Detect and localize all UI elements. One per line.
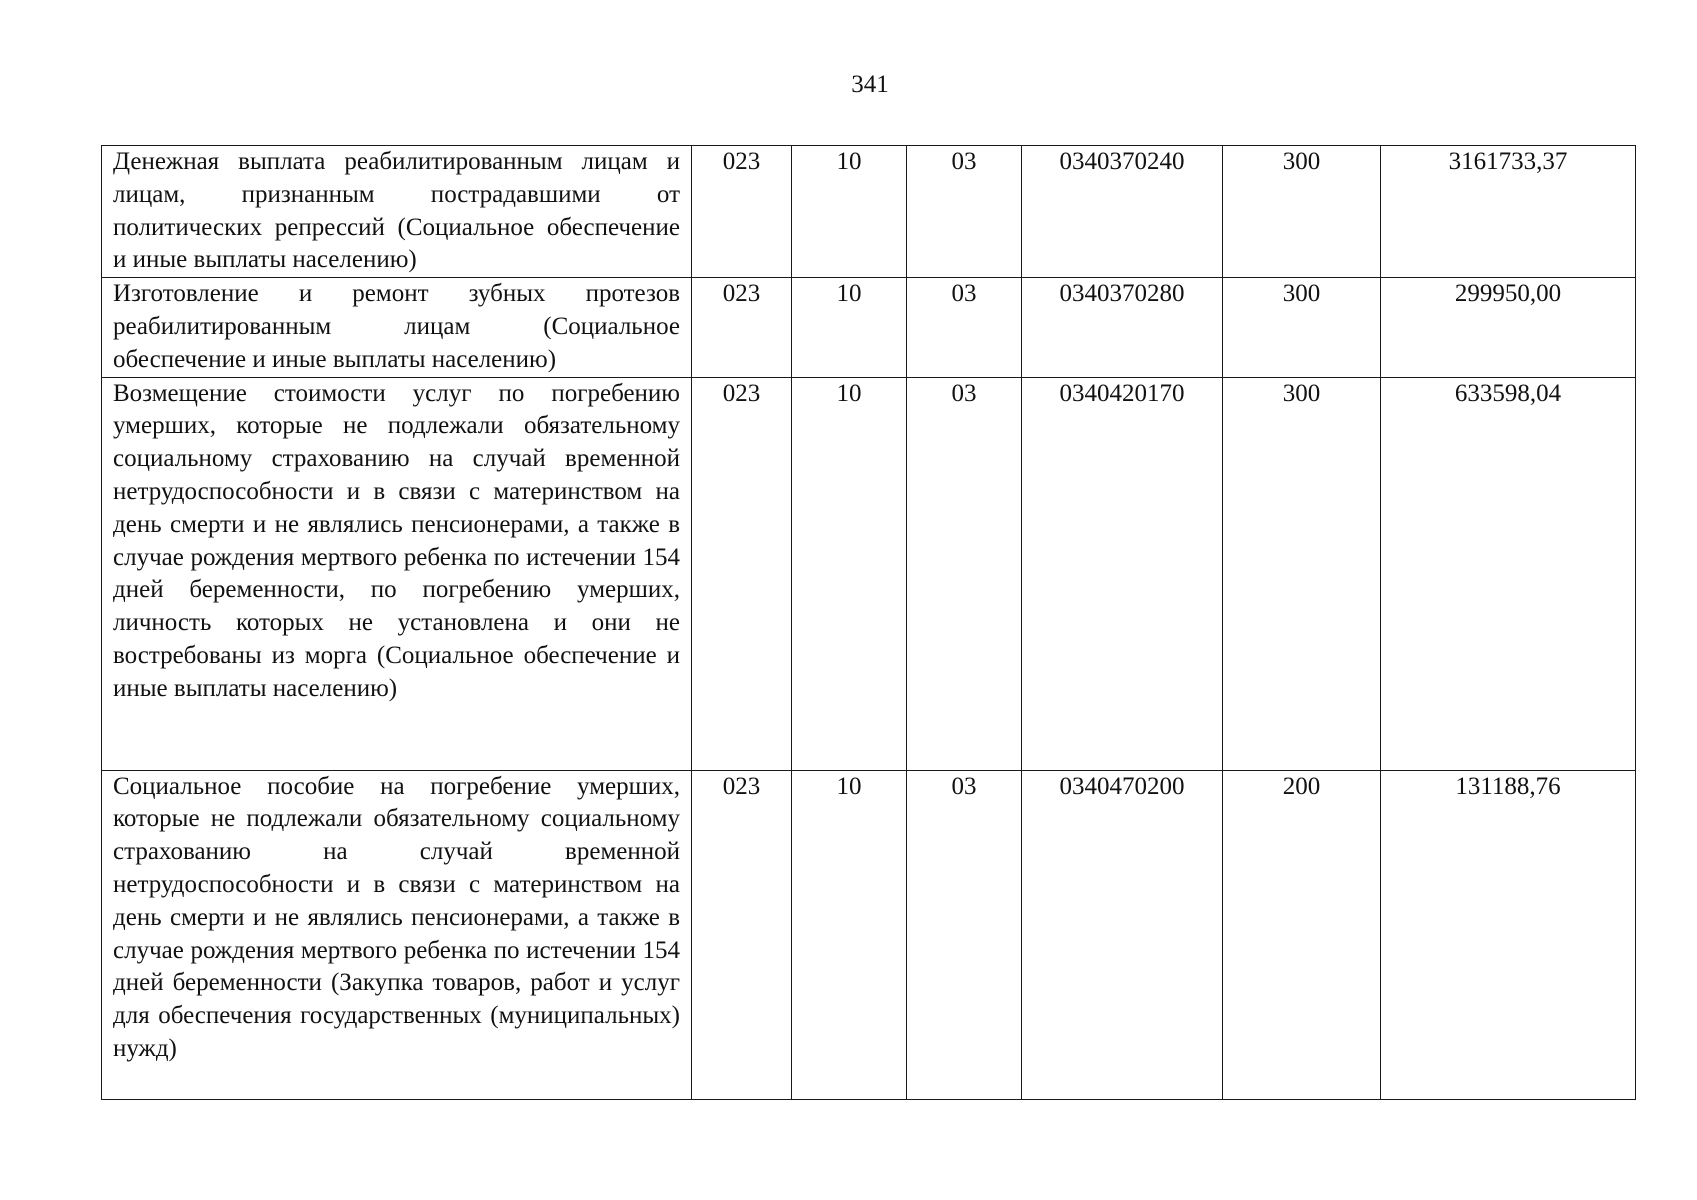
section-code: 10 (792, 377, 907, 770)
amount-cell: 3161733,37 (1381, 146, 1636, 278)
expense-description: Изготовление и ремонт зубных протезов реабилитированным лицам (Социальное обеспечение и иные выплаты населению) (102, 278, 692, 377)
budget-table (101, 145, 1636, 1100)
table-row (102, 770, 1636, 1099)
amount-cell: 299950,00 (1381, 278, 1636, 377)
expense-type-code: 200 (1223, 770, 1381, 1099)
table-row (102, 146, 1636, 278)
expense-description: Социальное пособие на погребение умерших, которые не подлежали обязательному социальному страхованию на случай временной нетрудоспособности и в связи с материнством на день смерти и не являлись пенсионерами, а также в случае рождения мертвого ребенка по истечении 154 дней беременности (Закупка товаров, работ и услуг для обеспечения государственных (муниципальных) нужд) (102, 770, 692, 1099)
target-item-code: 0340370280 (1022, 278, 1223, 377)
ministry-code: 023 (692, 770, 792, 1099)
expense-description: Денежная выплата реабилитированным лицам и лицам, признанным пострадавшими от политических репрессий (Социальное обеспечение и иные выплаты населению) (102, 146, 692, 278)
table-row (102, 278, 1636, 377)
target-item-code: 0340470200 (1022, 770, 1223, 1099)
expense-description: Возмещение стоимости услуг по погребению умерших, которые не подлежали обязательному социальному страхованию на случай временной нетрудоспособности и в связи с материнством на день смерти и не являлись пенсионерами, а также в случае рождения мертвого ребенка по истечении 154 дней беременности, по погребению умерших, личность которых не установлена и они не востребованы из морга (Социальное обеспечение и иные выплаты населению) (102, 377, 692, 770)
subsection-code: 03 (907, 770, 1022, 1099)
amount-cell: 633598,04 (1381, 377, 1636, 770)
subsection-code: 03 (907, 377, 1022, 770)
target-item-code: 0340370240 (1022, 146, 1223, 278)
ministry-code: 023 (692, 146, 792, 278)
amount-cell: 131188,76 (1381, 770, 1636, 1099)
section-code: 10 (792, 278, 907, 377)
expense-type-code: 300 (1223, 146, 1381, 278)
table-row (102, 377, 1636, 770)
page-number: 341 (851, 71, 889, 98)
target-item-code: 0340420170 (1022, 377, 1223, 770)
section-code: 10 (792, 146, 907, 278)
section-code: 10 (792, 770, 907, 1099)
ministry-code: 023 (692, 377, 792, 770)
ministry-code: 023 (692, 278, 792, 377)
expense-type-code: 300 (1223, 377, 1381, 770)
subsection-code: 03 (907, 146, 1022, 278)
subsection-code: 03 (907, 278, 1022, 377)
expense-type-code: 300 (1223, 278, 1381, 377)
